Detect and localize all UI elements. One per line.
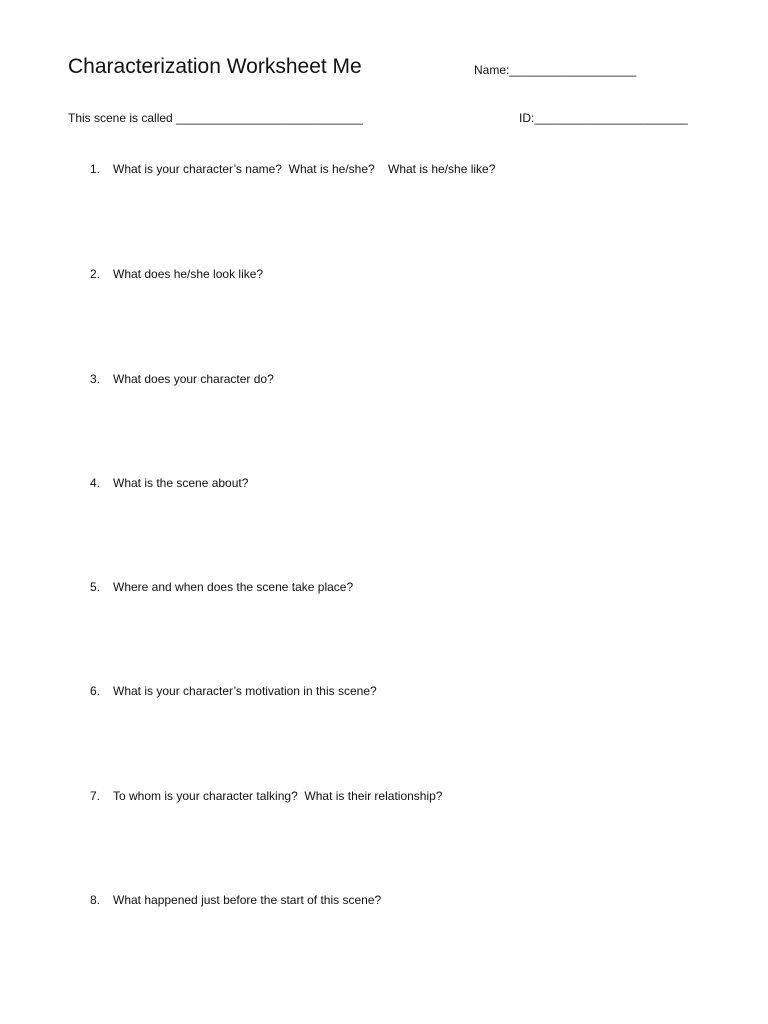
- question-item: [90, 684, 377, 698]
- question-text: Where and when does the scene take place?: [113, 580, 354, 594]
- question-text: What does your character do?: [113, 372, 274, 386]
- question-item: [90, 789, 442, 803]
- question-number: 7.: [90, 789, 101, 803]
- scene-name-field-label: This scene is called ____________________________: [68, 111, 363, 125]
- question-item: [90, 162, 495, 176]
- question-text: What does he/she look like?: [113, 267, 264, 281]
- question-text: What happened just before the start of this scene?: [113, 893, 382, 907]
- question-item: [90, 476, 248, 490]
- question-item: [90, 267, 263, 281]
- question-item: [90, 893, 381, 907]
- question-text: To whom is your character talking? What is their relationship?: [113, 789, 443, 803]
- question-number: 4.: [90, 476, 101, 490]
- question-item: [90, 580, 353, 594]
- question-item: [90, 372, 274, 386]
- question-number: 8.: [90, 893, 101, 907]
- question-text: What is your character’s name? What is he/she? What is he/she like?: [113, 162, 496, 176]
- id-field-label: ID:_______________________: [519, 111, 688, 125]
- question-number: 2.: [90, 267, 101, 281]
- question-number: 3.: [90, 372, 101, 386]
- question-number: 6.: [90, 684, 101, 698]
- question-number: 1.: [90, 162, 101, 176]
- worksheet-title: Characterization Worksheet Me: [68, 55, 362, 78]
- question-text: What is the scene about?: [113, 476, 249, 490]
- question-number: 5.: [90, 580, 101, 594]
- name-field-label: Name:___________________: [474, 63, 637, 77]
- question-text: What is your character’s motivation in this scene?: [113, 684, 377, 698]
